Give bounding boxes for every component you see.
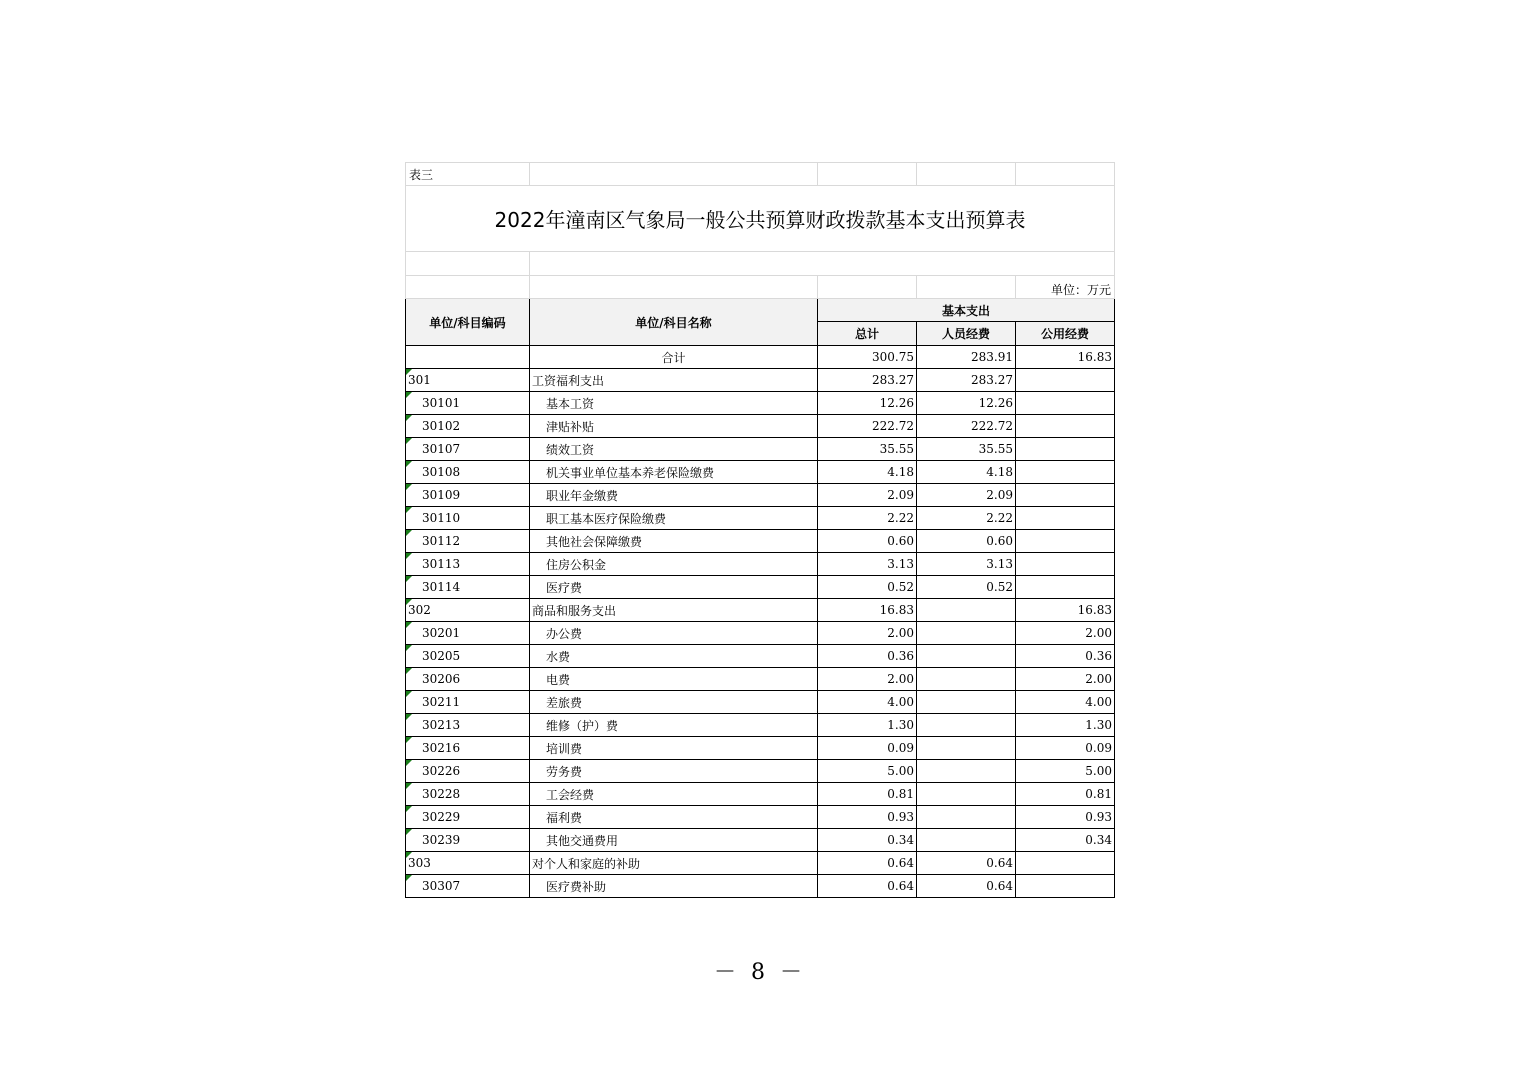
row-name: 工资福利支出 [530, 369, 818, 392]
row-total: 0.36 [818, 645, 917, 668]
cell-comment-marker-icon [406, 553, 412, 559]
row-personnel: 12.26 [917, 392, 1016, 415]
row-public [1016, 530, 1115, 553]
table-row [406, 875, 1115, 898]
table-row [406, 576, 1115, 599]
row-public [1016, 461, 1115, 484]
row-personnel: 0.52 [917, 576, 1016, 599]
row-code [406, 806, 530, 829]
total-public: 16.83 [1016, 346, 1115, 369]
row-public: 5.00 [1016, 760, 1115, 783]
row-name: 差旅费 [530, 691, 818, 714]
row-name: 商品和服务支出 [530, 599, 818, 622]
row-personnel [917, 806, 1016, 829]
row-personnel: 2.22 [917, 507, 1016, 530]
table-row [406, 369, 1115, 392]
cell-comment-marker-icon [406, 829, 412, 835]
table-row [406, 737, 1115, 760]
row-personnel [917, 645, 1016, 668]
cell-comment-marker-icon [406, 714, 412, 720]
row-code [406, 691, 530, 714]
table-row [406, 806, 1115, 829]
row-name: 电费 [530, 668, 818, 691]
row-personnel [917, 737, 1016, 760]
row-code [406, 668, 530, 691]
row-code [406, 507, 530, 530]
row-code-text: 30226 [422, 764, 461, 778]
row-name: 办公费 [530, 622, 818, 645]
table-row [406, 530, 1115, 553]
table-row [406, 438, 1115, 461]
row-public: 0.09 [1016, 737, 1115, 760]
row-public: 0.81 [1016, 783, 1115, 806]
row-code-text: 30114 [422, 580, 461, 594]
total-personnel: 283.91 [917, 346, 1016, 369]
row-total: 0.09 [818, 737, 917, 760]
row-personnel [917, 691, 1016, 714]
row-public [1016, 507, 1115, 530]
row-total: 2.00 [818, 668, 917, 691]
cell-comment-marker-icon [406, 806, 412, 812]
header-basic-expenditure: 基本支出 [818, 299, 1115, 322]
row-total: 2.09 [818, 484, 917, 507]
row-code-text: 30101 [422, 396, 461, 410]
cell-comment-marker-icon [406, 530, 412, 536]
row-code [406, 461, 530, 484]
row-personnel [917, 668, 1016, 691]
cell-comment-marker-icon [406, 783, 412, 789]
row-total: 222.72 [818, 415, 917, 438]
row-total: 0.34 [818, 829, 917, 852]
row-code-text: 301 [408, 373, 431, 387]
row-name: 培训费 [530, 737, 818, 760]
row-code [406, 875, 530, 898]
row-personnel [917, 714, 1016, 737]
row-code [406, 829, 530, 852]
table-row [406, 829, 1115, 852]
table-row [406, 484, 1115, 507]
row-code-text: 30307 [422, 879, 461, 893]
table-row [406, 783, 1115, 806]
row-personnel: 283.27 [917, 369, 1016, 392]
row-code-text: 30206 [422, 672, 461, 686]
total-code [406, 346, 530, 369]
table-row [406, 668, 1115, 691]
row-public: 2.00 [1016, 668, 1115, 691]
row-code-text: 30110 [422, 511, 461, 525]
header-personnel: 人员经费 [917, 322, 1016, 346]
row-code [406, 484, 530, 507]
row-name: 职业年金缴费 [530, 484, 818, 507]
cell-comment-marker-icon [406, 576, 412, 582]
table-row [406, 714, 1115, 737]
row-public: 0.34 [1016, 829, 1115, 852]
row-personnel: 35.55 [917, 438, 1016, 461]
table-row [406, 507, 1115, 530]
row-personnel: 0.64 [917, 852, 1016, 875]
cell-comment-marker-icon [406, 645, 412, 651]
cell-comment-marker-icon [406, 875, 412, 881]
row-code-text: 302 [408, 603, 431, 617]
total-total: 300.75 [818, 346, 917, 369]
row-code [406, 714, 530, 737]
cell-comment-marker-icon [406, 691, 412, 697]
header-name: 单位/科目名称 [530, 299, 818, 346]
row-code-text: 30201 [422, 626, 461, 640]
row-code-text: 30211 [422, 695, 461, 709]
row-code [406, 645, 530, 668]
row-total: 0.60 [818, 530, 917, 553]
row-total: 0.64 [818, 875, 917, 898]
total-row [406, 346, 1115, 369]
table-row [406, 852, 1115, 875]
row-public [1016, 875, 1115, 898]
table-row [406, 645, 1115, 668]
row-name: 机关事业单位基本养老保险缴费 [530, 461, 818, 484]
row-code-text: 30228 [422, 787, 461, 801]
table-row [406, 461, 1115, 484]
row-personnel [917, 760, 1016, 783]
row-total: 16.83 [818, 599, 917, 622]
row-total: 2.22 [818, 507, 917, 530]
row-code-text: 30102 [422, 419, 461, 433]
row-code-text: 30239 [422, 833, 461, 847]
header-code: 单位/科目编码 [406, 299, 530, 346]
row-public: 0.36 [1016, 645, 1115, 668]
row-code [406, 576, 530, 599]
row-personnel: 0.60 [917, 530, 1016, 553]
row-public: 4.00 [1016, 691, 1115, 714]
cell-comment-marker-icon [406, 507, 412, 513]
header-public: 公用经费 [1016, 322, 1115, 346]
row-name: 水费 [530, 645, 818, 668]
row-total: 2.00 [818, 622, 917, 645]
row-name: 津贴补贴 [530, 415, 818, 438]
row-code-text: 30108 [422, 465, 461, 479]
row-public [1016, 415, 1115, 438]
cell-comment-marker-icon [406, 369, 412, 375]
row-personnel: 2.09 [917, 484, 1016, 507]
row-public: 16.83 [1016, 599, 1115, 622]
row-public: 1.30 [1016, 714, 1115, 737]
row-public [1016, 484, 1115, 507]
row-name: 基本工资 [530, 392, 818, 415]
row-total: 283.27 [818, 369, 917, 392]
cell-comment-marker-icon [406, 668, 412, 674]
row-code-text: 30107 [422, 442, 461, 456]
cell-comment-marker-icon [406, 622, 412, 628]
table-row [406, 760, 1115, 783]
row-total: 0.52 [818, 576, 917, 599]
total-name: 合计 [530, 346, 818, 369]
row-personnel [917, 783, 1016, 806]
row-total: 5.00 [818, 760, 917, 783]
row-code [406, 760, 530, 783]
row-personnel [917, 599, 1016, 622]
row-code [406, 599, 530, 622]
row-total: 4.18 [818, 461, 917, 484]
unit-label: 单位：万元 [1016, 276, 1115, 299]
table-label: 表三 [406, 163, 530, 186]
row-personnel [917, 829, 1016, 852]
row-personnel [917, 622, 1016, 645]
row-public [1016, 369, 1115, 392]
row-code [406, 553, 530, 576]
row-code-text: 30216 [422, 741, 461, 755]
cell-comment-marker-icon [406, 599, 412, 605]
cell-comment-marker-icon [406, 392, 412, 398]
row-total: 0.81 [818, 783, 917, 806]
row-public [1016, 553, 1115, 576]
table-row [406, 691, 1115, 714]
row-code [406, 530, 530, 553]
row-code [406, 783, 530, 806]
row-public: 0.93 [1016, 806, 1115, 829]
row-code-text: 30112 [422, 534, 461, 548]
row-name: 其他社会保障缴费 [530, 530, 818, 553]
table-row [406, 622, 1115, 645]
row-public [1016, 852, 1115, 875]
row-total: 35.55 [818, 438, 917, 461]
table-row [406, 553, 1115, 576]
row-personnel: 4.18 [917, 461, 1016, 484]
row-name: 劳务费 [530, 760, 818, 783]
row-personnel: 222.72 [917, 415, 1016, 438]
page-number: － 8 － [714, 960, 806, 985]
table-row [406, 392, 1115, 415]
row-name: 福利费 [530, 806, 818, 829]
row-code-text: 30109 [422, 488, 461, 502]
row-name: 医疗费补助 [530, 875, 818, 898]
budget-table [405, 162, 1115, 898]
row-public [1016, 438, 1115, 461]
row-name: 绩效工资 [530, 438, 818, 461]
row-name: 住房公积金 [530, 553, 818, 576]
row-code-text: 30213 [422, 718, 461, 732]
cell-comment-marker-icon [406, 760, 412, 766]
header-total: 总计 [818, 322, 917, 346]
row-name: 医疗费 [530, 576, 818, 599]
table-row [406, 599, 1115, 622]
row-total: 1.30 [818, 714, 917, 737]
cell-comment-marker-icon [406, 415, 412, 421]
table-row [406, 415, 1115, 438]
cell-comment-marker-icon [406, 484, 412, 490]
row-code-text: 303 [408, 856, 431, 870]
row-public [1016, 576, 1115, 599]
row-name: 其他交通费用 [530, 829, 818, 852]
row-code [406, 369, 530, 392]
row-code [406, 415, 530, 438]
row-code [406, 852, 530, 875]
row-personnel: 0.64 [917, 875, 1016, 898]
row-total: 12.26 [818, 392, 917, 415]
row-total: 0.93 [818, 806, 917, 829]
cell-comment-marker-icon [406, 461, 412, 467]
row-code [406, 737, 530, 760]
row-code [406, 622, 530, 645]
row-code-text: 30205 [422, 649, 461, 663]
row-code-text: 30229 [422, 810, 461, 824]
row-name: 职工基本医疗保险缴费 [530, 507, 818, 530]
row-public: 2.00 [1016, 622, 1115, 645]
row-name: 维修（护）费 [530, 714, 818, 737]
row-total: 3.13 [818, 553, 917, 576]
table-title: 2022年潼南区气象局一般公共预算财政拨款基本支出预算表 [406, 186, 1115, 252]
row-name: 对个人和家庭的补助 [530, 852, 818, 875]
cell-comment-marker-icon [406, 852, 412, 858]
row-total: 4.00 [818, 691, 917, 714]
row-code [406, 438, 530, 461]
cell-comment-marker-icon [406, 438, 412, 444]
row-code-text: 30113 [422, 557, 461, 571]
row-personnel: 3.13 [917, 553, 1016, 576]
cell-comment-marker-icon [406, 737, 412, 743]
row-name: 工会经费 [530, 783, 818, 806]
row-public [1016, 392, 1115, 415]
row-code [406, 392, 530, 415]
row-total: 0.64 [818, 852, 917, 875]
